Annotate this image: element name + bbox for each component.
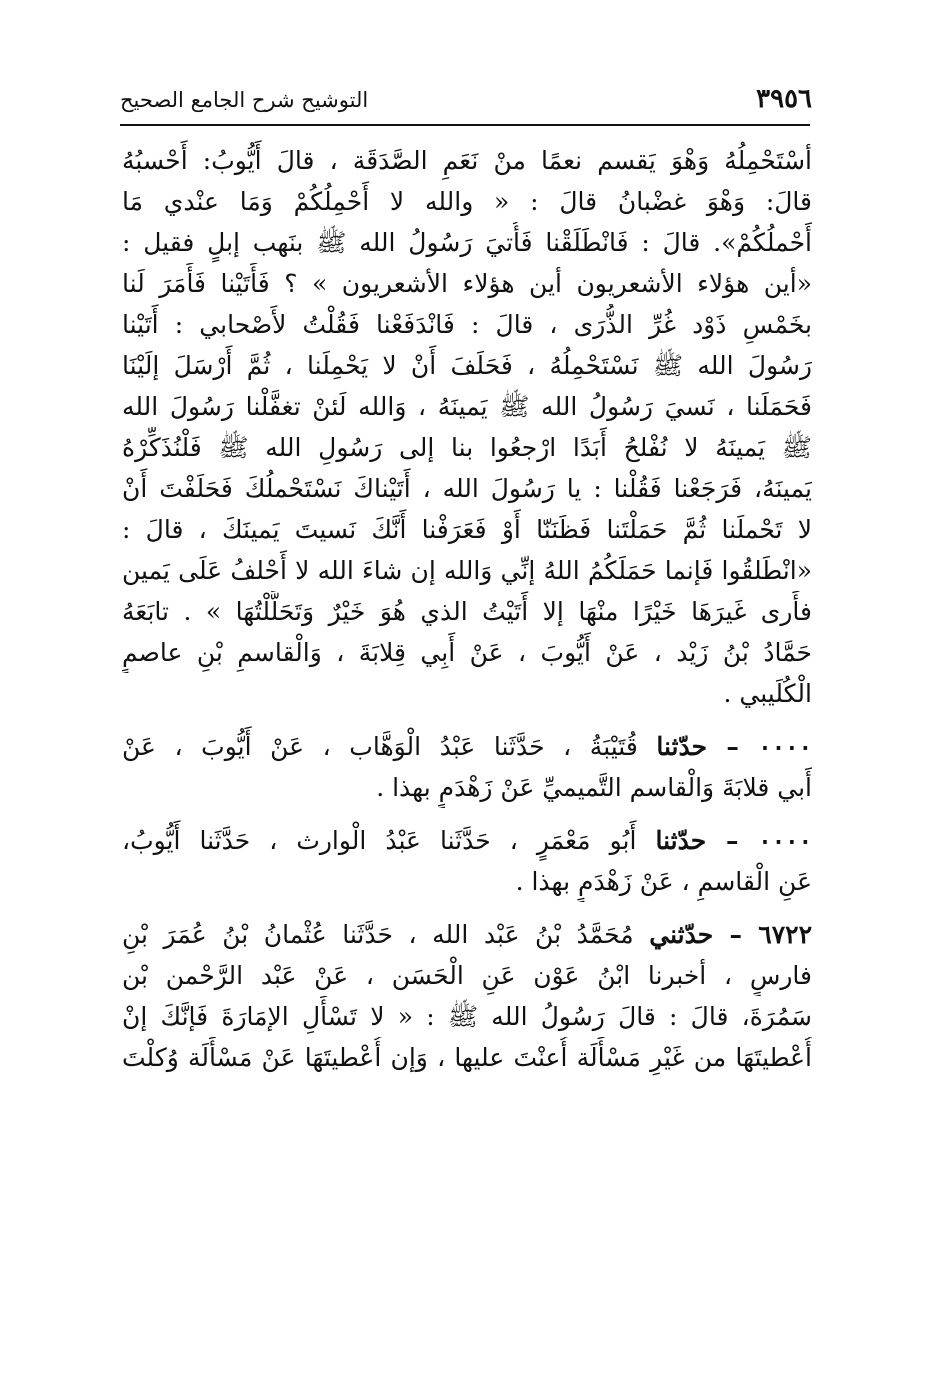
text-line: الْكُلَيبي .	[723, 679, 812, 708]
hadith-label: ٠٠٠٠ – حدّثنا	[656, 732, 812, 761]
text-line: قالَ: وَهْوَ غضْبانُ قالَ : « والله لا أَحْمِلُكُمْ وَمَا عنْدي مَا	[122, 187, 812, 216]
text-line: يَمينَهُ، فَرَجَعْنا فَقُلْنا : يا رَسُولَ الله ، أَتَيْناكَ نَسْتَحْملُكَ فَحَلَفْتَ أَنْ	[122, 474, 812, 503]
text-line: أَبي قلابَةَ وَالْقاسم التَّميميِّ عَنْ زَهْدَمٍ بهذا .	[376, 773, 812, 802]
text-line: أَحْملُكُمْ». قالَ : فَانْطَلَقْنا فَأُتيَ رَسُولُ الله ﷺ بنَهب إبلٍ فقيل :	[122, 228, 812, 257]
text-line: ﷺ يَمينَهُ لا نُفْلحُ أَبَدًا ارْجعُوا بنا إلى رَسُولِ الله ﷺ فَلْنُذَكِّرْهُ	[122, 433, 812, 462]
text-line: رَسُولَ الله ﷺ نَسْتَحْمِلُهُ ، فَحَلَفَ أَنْ لا يَحْمِلَنا ، ثُمَّ أَرْسَلَ إلَيْنَا	[122, 351, 812, 380]
paragraph-gap	[122, 902, 812, 914]
text-line: أُعْطيتَهَا من غَيْرِ مَسْأَلَة أُعنْتَ عليها ، وَإن أُعْطيتَهَا عَنْ مَسْأَلَة وُكلْتَ	[122, 1043, 812, 1072]
text-line: أسْتَحْمِلُهُ وَهْوَ يَقسم نعمًا منْ نَعَمِ الصَّدَقَة ، قالَ أَيُّوبُ: أَحْسبُهُ	[122, 146, 812, 175]
header-divider	[120, 124, 810, 126]
text-line: لا تَحْملَنا ثُمَّ حَمَلْتَنا فَظَنَنّا أَوْ فَعَرَفْنا أَنَّكَ نَسيتَ يَمينَكَ ، قالَ :	[122, 515, 812, 544]
hadith-label: ٦٧٢٢ – حدّثني	[649, 920, 812, 949]
text-line: فأَرى غَيرَهَا خَيْرًا منْهَا إلا أَتَيْتُ الذي هُوَ خَيْرٌ وَتَحَلَّلْتُهَا » . تابَعَهُ	[122, 597, 812, 626]
text-line: «انْطَلقُوا فَإنما حَمَلَكُمُ اللهُ إنِّي وَالله إن شاءَ الله لا أَحْلفُ عَلَى يَمين	[122, 556, 812, 585]
paragraph-gap	[122, 808, 812, 820]
text-line: «أين هؤلاء الأشعريون أين هؤلاء الأشعريون » ؟ فَأَتَيْنا فَأَمَرَ لَنا	[122, 269, 812, 298]
hadith-label: ٠٠٠٠ – حدّثنا	[655, 826, 812, 855]
body-text	[122, 140, 812, 1078]
page-number: ٣٩٥٦	[756, 84, 812, 114]
hadith-chain-line: ٠٠٠٠ – حدّثنا قُتَيْبَةُ ، حَدَّثَنا عَبْدُ الْوَهَّاب ، عَنْ أَيُّوبَ ، عَنْ	[122, 732, 812, 761]
page-header	[120, 84, 812, 120]
running-title: التوشيح شرح الجامع الصحيح	[120, 88, 369, 112]
hadith-chain-line: ٠٠٠٠ – حدّثنا أَبُو مَعْمَرٍ ، حَدَّثَنا عَبْدُ الْوارث ، حَدَّثَنا أَيُّوبُ،	[122, 826, 812, 855]
text-line: بخَمْسِ ذَوْد غُرِّ الذُّرَى ، قالَ : فَانْدَفَعْنا فَقُلْتُ لأَصْحابي : أَتَيْنا	[122, 310, 812, 339]
hadith-number-line: ٦٧٢٢ – حدّثني مُحَمَّدُ بْنُ عَبْد الله ، حَدَّثَنا عُثْمانُ بْنُ عُمَرَ بْنِ	[122, 920, 812, 949]
text-line: سَمُرَةَ، قالَ : قالَ رَسُولُ الله ﷺ : « لا تَسْأَلِ الإمَارَةَ فَإنَّكَ إنْ	[122, 1002, 812, 1031]
text-line: عَنِ الْقاسمِ ، عَنْ زَهْدَمٍ بهذا .	[515, 867, 812, 896]
paragraph-gap	[122, 714, 812, 726]
text-line: فارسٍ ، أخبرنا ابْنُ عَوْن عَنِ الْحَسَن ، عَنْ عَبْد الرَّحْمن بْن	[122, 961, 812, 990]
text-line: حَمَّادُ بْنُ زَيْد ، عَنْ أَيُّوبَ ، عَنْ أَبِي قِلابَةَ ، وَالْقاسمِ بْنِ عاصمٍ	[122, 638, 812, 667]
text-line: فَحَمَلَنا ، نَسيَ رَسُولُ الله ﷺ يَمينَهُ ، وَالله لَئنْ تغفَّلْنا رَسُولَ الله	[122, 392, 812, 421]
